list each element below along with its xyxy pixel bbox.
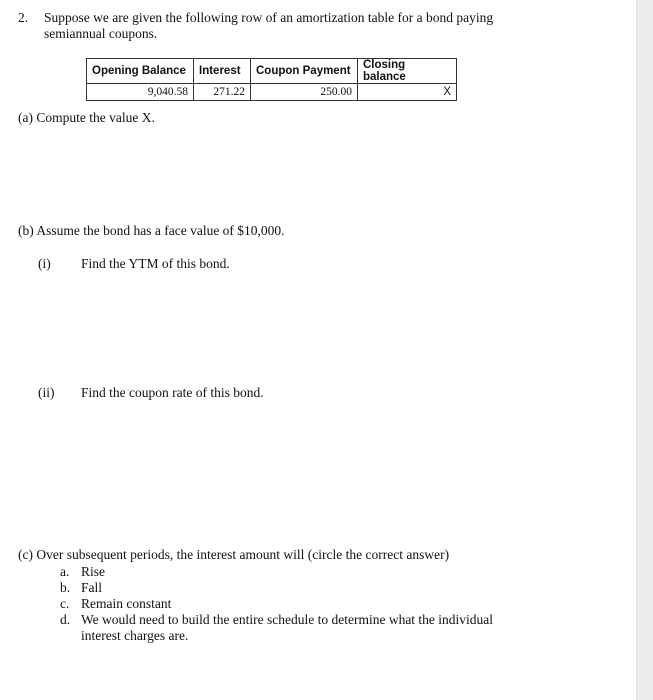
question-intro-line1: Suppose we are given the following row of an amortization table for a bond paying xyxy=(44,10,494,25)
cell-opening-balance: 9,040.58 xyxy=(87,84,194,101)
header-interest: Interest xyxy=(194,59,251,84)
page-edge-margin xyxy=(636,0,653,700)
option-a-text: Rise xyxy=(81,564,106,579)
header-closing-balance: Closing balance xyxy=(358,59,457,84)
part-c-text: (c) Over subsequent periods, the interest amount will (circle the correct answer) xyxy=(18,547,450,562)
part-b-ii-label: (ii) xyxy=(38,385,55,400)
table-header-row xyxy=(87,59,457,84)
part-a-text: (a) Compute the value X. xyxy=(18,110,155,125)
cell-interest: 271.22 xyxy=(194,84,251,101)
header-opening-balance: Opening Balance xyxy=(87,59,194,84)
option-b-label: b. xyxy=(60,580,71,595)
option-d-text-cont: interest charges are. xyxy=(81,628,189,643)
question-intro-line2: semiannual coupons. xyxy=(44,26,158,41)
option-a-label: a. xyxy=(60,564,70,579)
question-number: 2. xyxy=(18,10,29,25)
part-b-i-text: Find the YTM of this bond. xyxy=(81,256,230,271)
option-b-text: Fall xyxy=(81,580,103,595)
cell-closing-balance: X xyxy=(358,84,457,101)
part-b-ii-text: Find the coupon rate of this bond. xyxy=(81,385,264,400)
amortization-table xyxy=(86,58,457,101)
header-coupon-payment: Coupon Payment xyxy=(251,59,358,84)
option-d-label: d. xyxy=(60,612,71,627)
option-c-text: Remain constant xyxy=(81,596,172,611)
option-d-text: We would need to build the entire schedule to determine what the individual xyxy=(81,612,494,627)
cell-coupon-payment: 250.00 xyxy=(251,84,358,101)
part-b-i-label: (i) xyxy=(38,256,51,271)
option-c-label: c. xyxy=(60,596,70,611)
table-row xyxy=(87,84,457,101)
part-b-text: (b) Assume the bond has a face value of $10,000. xyxy=(18,223,285,238)
